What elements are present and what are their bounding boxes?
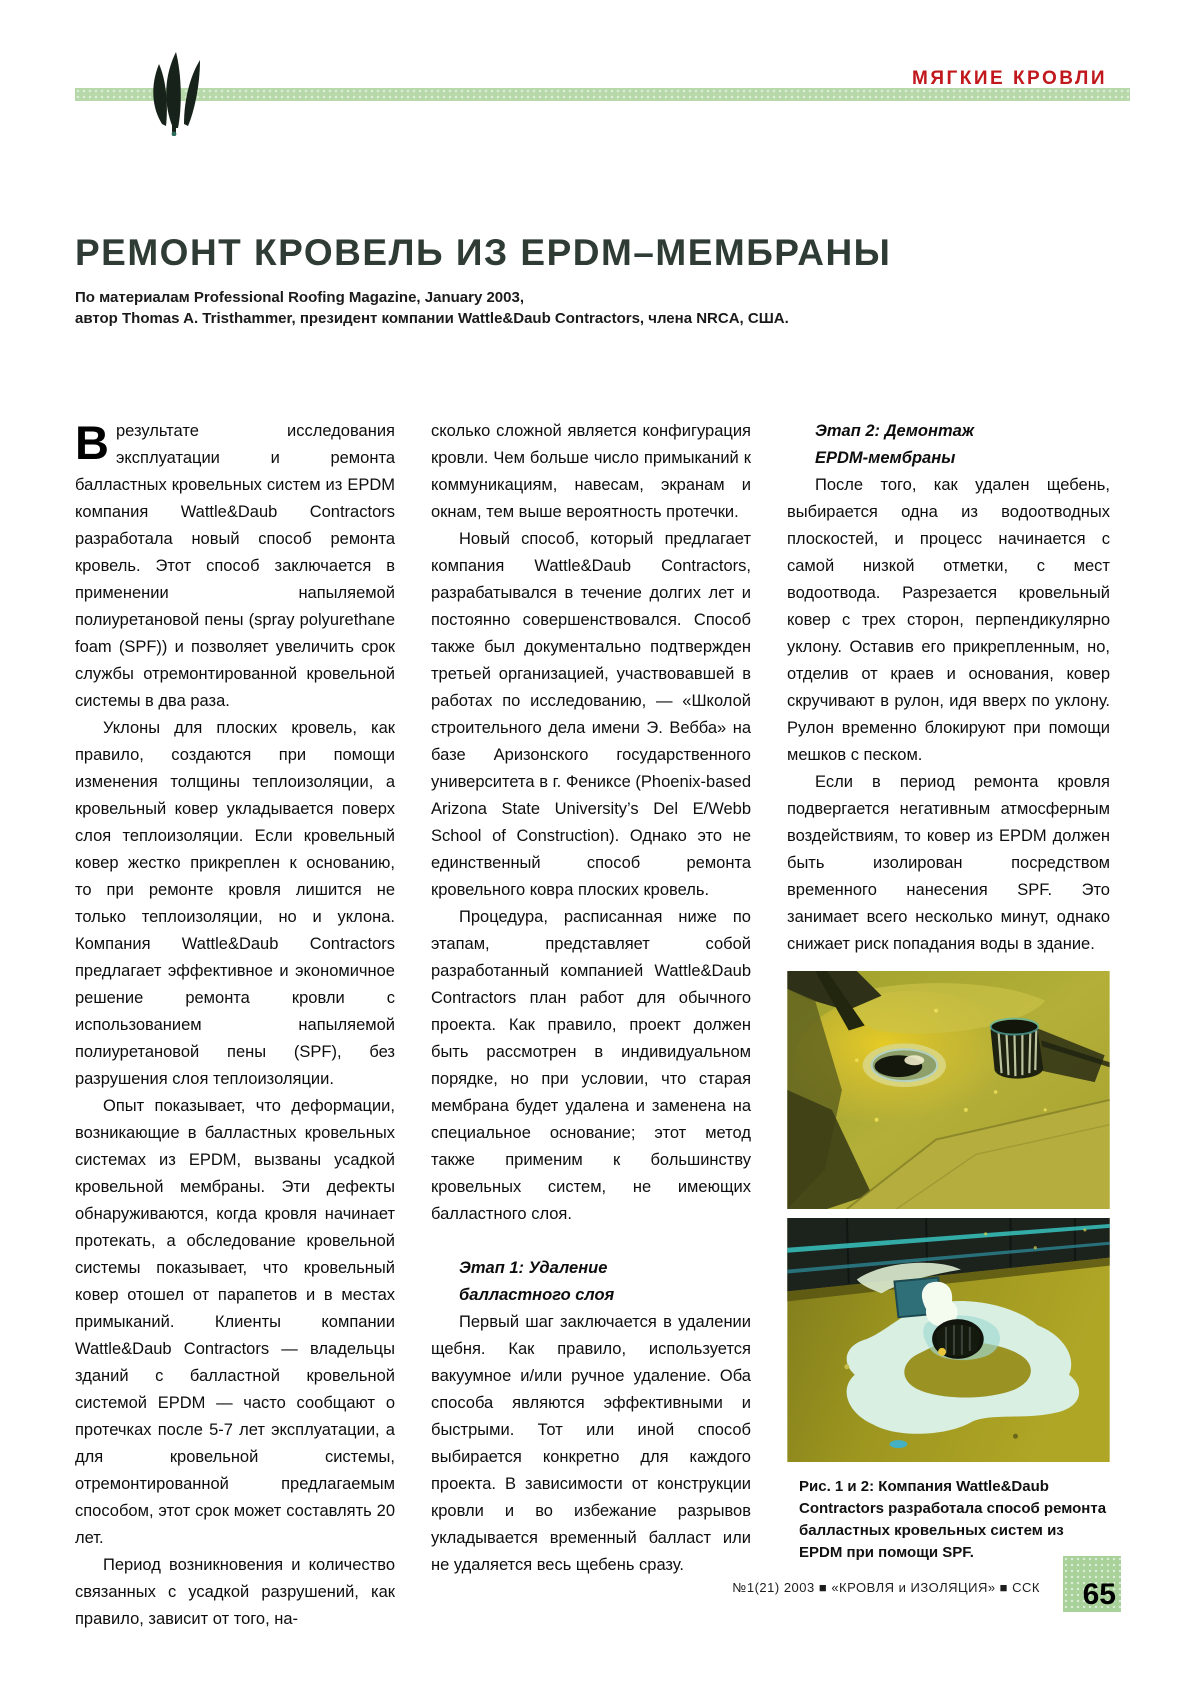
page-number: 65 (1082, 1578, 1116, 1611)
body-column-3 (787, 418, 1110, 1564)
stage-2-heading: Этап 2: Демонтаж EPDM-мембраны (815, 422, 974, 467)
paragraph: Первый шаг заключается в удалении щебня. Как правило, используется вакуумное и/или ручное удаление. Оба способа являются эффективными и быстрыми. Тот или иной способ выбирается конкретно для каждого проекта. В зависимости от конструкции кровли и во избежание разрывов укладывается временный балласт или не удаляется весь щебень сразу. (431, 1313, 751, 1574)
drop-cap: В (75, 416, 109, 469)
paragraph: Период возникновения и количество связанных с усадкой разрушений, как правило, зависит от того, на- (75, 1556, 395, 1628)
paragraph: сколько сложной является конфигурация кровли. Чем больше число примыканий к коммуникациям, навесам, экранам и окнам, тем выше вероятность протечки. (431, 422, 751, 521)
footer-issue-line: №1(21) 2003 ■ «КРОВЛЯ и ИЗОЛЯЦИЯ» ■ ССК (732, 1580, 1040, 1595)
paragraph: Процедура, расписанная ниже по этапам, представляет собой разработанный компанией Wattle&Daub Contractors план работ для обычного проекта. Как правило, проект должен быть рассмотрен в индивидуальном порядке, но при условии, что старая мембрана будет удалена и заменена на специальное основание; этот метод также применим к большинству кровельных систем, не имеющих балластного слоя. (431, 908, 751, 1223)
article-title: РЕМОНТ КРОВЕЛЬ ИЗ EPDM–МЕМБРАНЫ (75, 232, 892, 273)
page-number-badge (1063, 1556, 1121, 1612)
paragraph: После того, как удален щебень, выбирается одна из водоотводных плоскостей, и процесс начинается с самой низкой отметки, с мест водоотвода. Разрезается кровельный ковер с трех сторон, перпендикулярно уклону. Оставив его прикрепленным, но, отделив от краев и основания, ковер скручивают в рулон, идя вверх по уклону. Рулон временно блокируют при помощи мешков с песком. (787, 476, 1110, 764)
paragraph: Уклоны для плоских кровель, как правило, создаются при помощи изменения толщины теплоизоляции, а кровельный ковер укладывается поверх слоя теплоизоляции. Если кровельный ковер жестко прикреплен к основанию, то при ремонте кровля лишится не только теплоизоляции, но и уклона. Компания Wattle&Daub Contractors предлагает эффективное и экономичное решение ремонта кровли с использованием напыляемой полиуретановой пены (SPF), без разрушения слоя теплоизоляции. (75, 719, 395, 1088)
figure-2-roof-puddle-photo (787, 1218, 1110, 1462)
publisher-leaf-icon (148, 50, 200, 136)
paragraph: Если в период ремонта кровля подвергается негативным атмосферным воздействиям, то ковер из EPDM должен быть изолирован посредством временного нанесения SPF. Это занимает всего несколько минут, однако снижает риск попадания воды в здание. (787, 773, 1110, 953)
stage-1-heading: Этап 1: Удаление балластного слоя (459, 1259, 615, 1304)
article-source-line1: По материалам Professional Roofing Magazine, January 2003, (75, 289, 524, 306)
paragraph: Врезультате исследования эксплуатации и ремонта балластных кровельных систем из EPDM компания Wattle&Daub Contractors разработала новый способ ремонта кровель. Этот способ заключается в применении напыляемой полиуретановой пены (spray polyurethane foam (SPF)) и позволяет увеличить срок службы отремонтированной кровельной системы в два раза. (75, 416, 395, 710)
body-column-2 (431, 418, 751, 1579)
figure-caption: Рис. 1 и 2: Компания Wattle&Daub Contractors разработала способ ремонта балластных кровельных систем из EPDM при помощи SPF. (799, 1478, 1107, 1561)
paragraph: Опыт показывает, что деформации, возникающие в балластных кровельных системах из EPDM, вызваны усадкой кровельной мембраны. Эти дефекты обнаруживаются, когда кровля начинает протекать, а обследование кровельной системы показывает, что кровельный ковер отошел от парапетов и в местах примыканий. Клиенты компании Wattle&Daub Contractors — владельцы зданий с балластной кровельной системой EPDM — часто сообщают о протечках после 5-7 лет эксплуатации, а для кровельной системы, отремонтированной предлагаемым способом, этот срок может составлять 20 лет. (75, 1097, 395, 1547)
article-source-line2: автор Thomas A. Tristhammer, президент компании Wattle&Daub Contractors, члена NRCA, США. (75, 310, 789, 327)
section-label: МЯГКИЕ КРОВЛИ (912, 68, 1107, 89)
body-column-1 (75, 418, 395, 1633)
figure-1-roof-drain-photo (787, 971, 1110, 1209)
article-source (75, 287, 1115, 329)
paragraph: Новый способ, который предлагает компания Wattle&Daub Contractors, разрабатывался в течение долгих лет и постоянно совершенствовался. Способ также был документально подтвержден третьей организацией, участвовавшей в работах по исследованию, — «Школой строительного дела имени Э. Вебба» на базе Аризонского государственного университета в г. Фениксе (Phoenix-based Arizona State University’s Del E/Webb School of Construction). Однако это не единственный способ ремонта кровельного ковра плоских кровель. (431, 530, 751, 899)
